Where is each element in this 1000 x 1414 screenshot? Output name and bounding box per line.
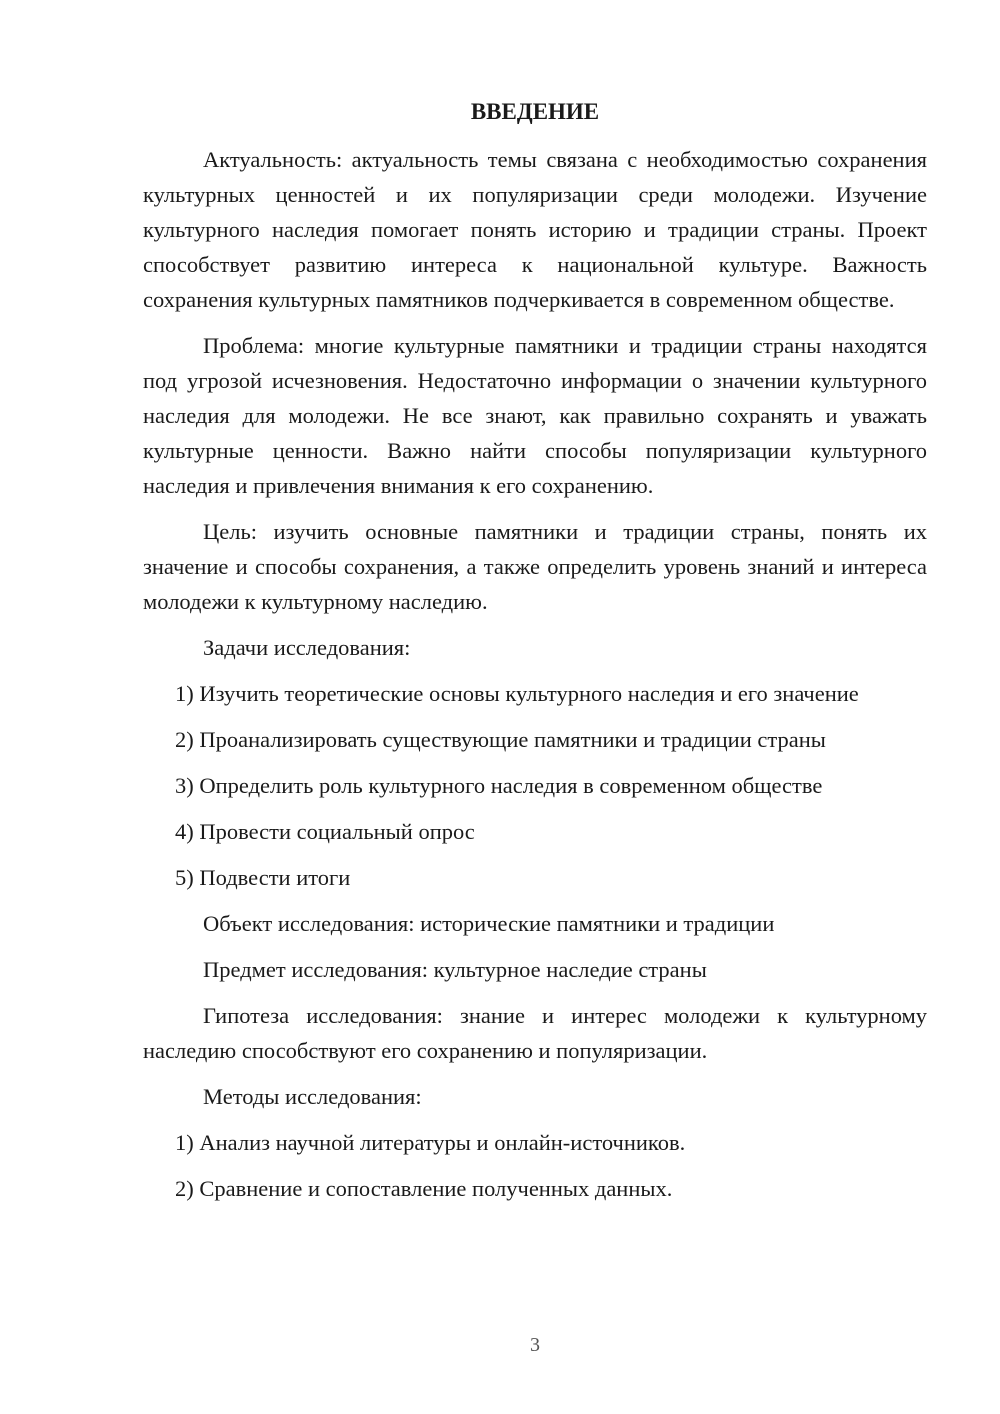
methods-heading: Методы исследования:	[203, 1084, 422, 1109]
subject-paragraph: Предмет исследования: культурное наследие страны	[203, 957, 707, 982]
task-item: 1) Изучить теоретические основы культурного наследия и его значение	[175, 681, 859, 706]
task-item: 5) Подвести итоги	[175, 865, 351, 890]
method-item: 2) Сравнение и сопоставление полученных данных.	[175, 1176, 673, 1201]
object-paragraph: Объект исследования: исторические памятники и традиции	[203, 911, 775, 936]
task-item: 3) Определить роль культурного наследия в современном обществе	[175, 773, 823, 798]
tasks-heading: Задачи исследования:	[203, 635, 411, 660]
problem-paragraph: Проблема: многие культурные памятники и традиции страны находятся под угрозой исчезновения. Недостаточно информации о значении культурного наследия для молодежи. Не все знают, как правильно сохранять и уважать культурные ценности. Важно найти способы популяризации культурного наследия и привлечения внимания к его сохранению.	[143, 333, 927, 498]
page-number: 3	[530, 1334, 540, 1356]
document-body	[143, 142, 927, 1217]
task-item: 4) Провести социальный опрос	[175, 819, 475, 844]
page-title: ВВЕДЕНИЕ	[470, 99, 600, 124]
method-item: 1) Анализ научной литературы и онлайн-источников.	[175, 1130, 686, 1155]
relevance-paragraph: Актуальность: актуальность темы связана с необходимостью сохранения культурных ценностей и их популяризации среди молодежи. Изучение культурного наследия помогает понять историю и традиции страны. Проект способствует развитию интереса к национальной культуре. Важность сохранения культурных памятников подчеркивается в современном обществе.	[143, 147, 927, 312]
task-item: 2) Проанализировать существующие памятники и традиции страны	[175, 727, 826, 752]
goal-paragraph: Цель: изучить основные памятники и традиции страны, понять их значение и способы сохранения, а также определить уровень знаний и интереса молодежи к культурному наследию.	[143, 519, 927, 614]
hypothesis-paragraph: Гипотеза исследования: знание и интерес молодежи к культурному наследию способствуют его сохранению и популяризации.	[143, 1003, 927, 1063]
